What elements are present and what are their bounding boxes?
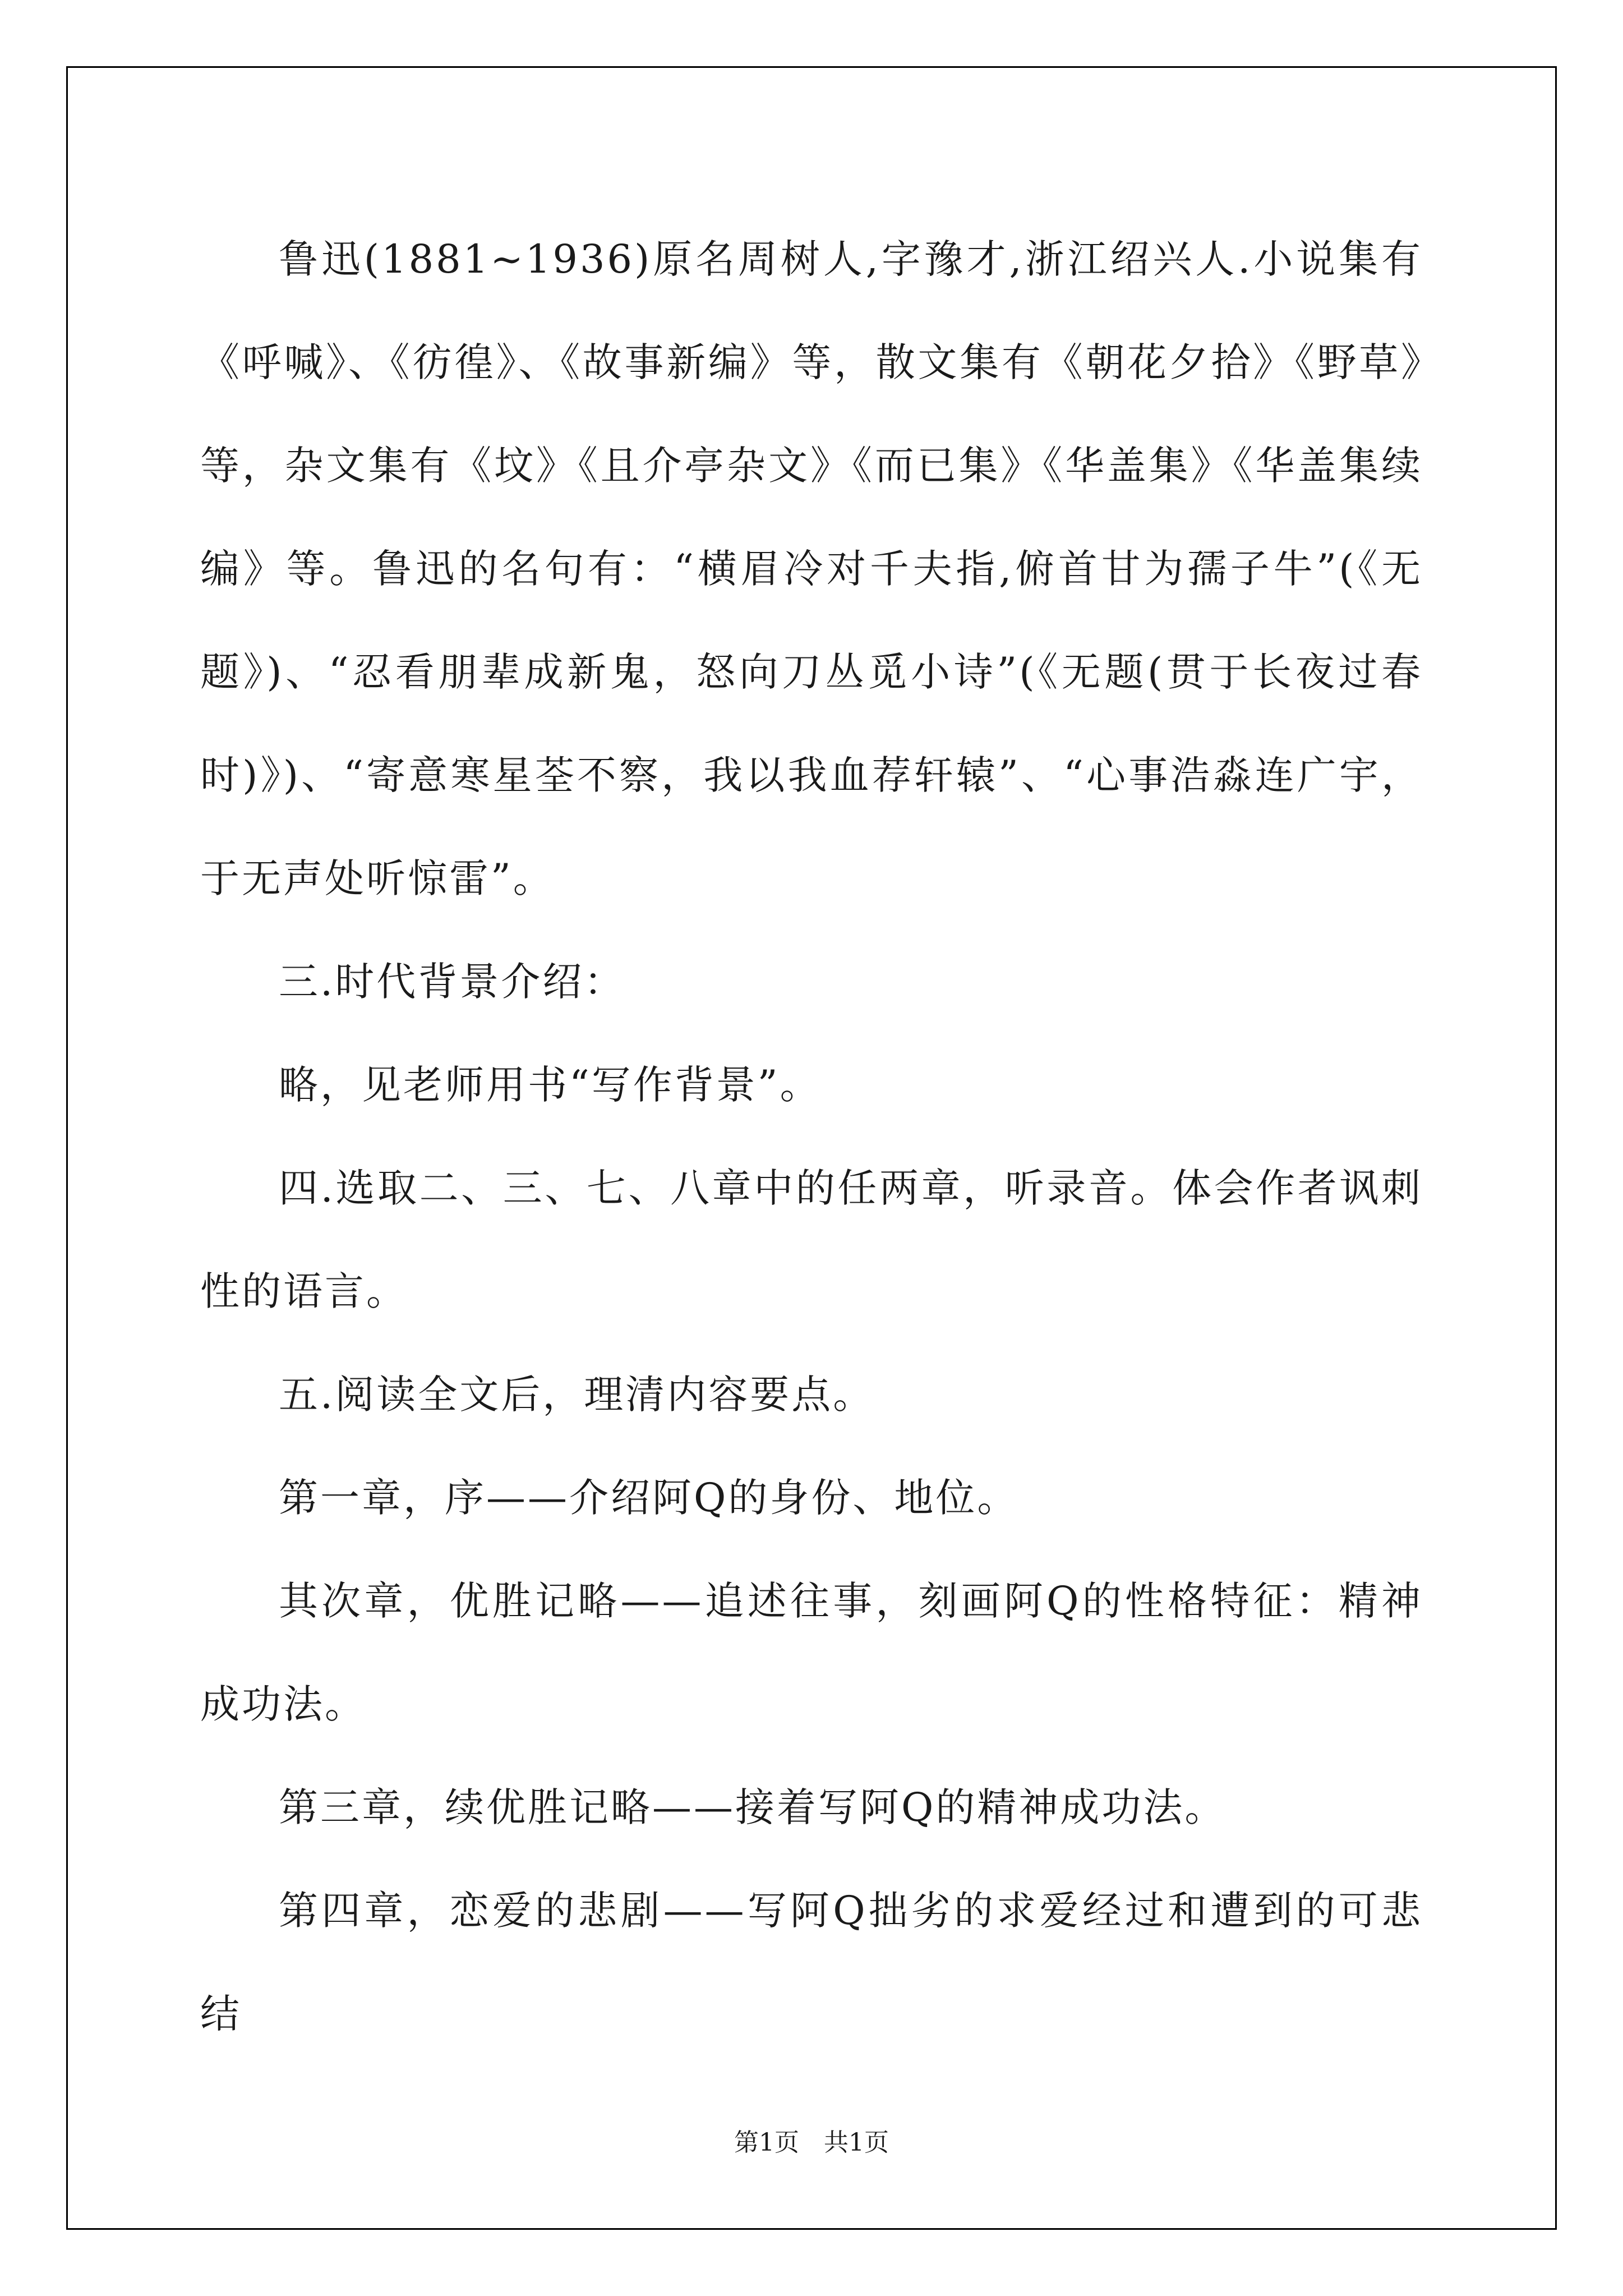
paragraph-chapter-4: 第四章，恋爱的悲剧——写阿Q拙劣的求爱经过和遭到的可悲结 xyxy=(200,1888,1423,2037)
paragraph-section-4: 四.选取二、三、七、八章中的任两章，听录音。体会作者讽刺性的语言。 xyxy=(200,1165,1423,1314)
paragraph-section-5-heading: 五.阅读全文后，理清内容要点。 xyxy=(279,1372,875,1418)
paragraph-chapter-3: 第三章，续优胜记略——接着写阿Q的精神成功法。 xyxy=(279,1784,1227,1830)
paragraph-chapter-2: 其次章，优胜记略——追述往事，刻画阿Q的性格特征：精神成功法。 xyxy=(200,1578,1423,1727)
paragraph-section-3-body: 略，见老师用书“写作背景”。 xyxy=(279,1062,822,1108)
page-number-footer: 第1页 共1页 xyxy=(734,2128,889,2157)
paragraph-section-3-heading: 三.时代背景介绍： xyxy=(279,959,626,1005)
document-body xyxy=(200,208,1423,2065)
paragraph-luxun-bio: 鲁迅(1881~1936)原名周树人,字豫才,浙江绍兴人.小说集有《呼喊》、《彷徨》、《故事新编》等，散文集有《朝花夕拾》《野草》等，杂文集有《坟》《且介亭杂文》《而已集》《华盖集》《华盖集续编》等。鲁迅的名句有：“横眉冷对千夫指,俯首甘为孺子牛”(《无题》)、“忍看朋辈成新鬼，怒向刀丛觅小诗”(《无题(贯于长夜过春时)》)、“寄意寒星荃不察，我以我血荐轩辕”、“心事浩淼连广宇，于无声处听惊雷”。 xyxy=(200,236,1423,901)
paragraph-chapter-1: 第一章，序——介绍阿Q的身份、地位。 xyxy=(279,1475,1019,1521)
